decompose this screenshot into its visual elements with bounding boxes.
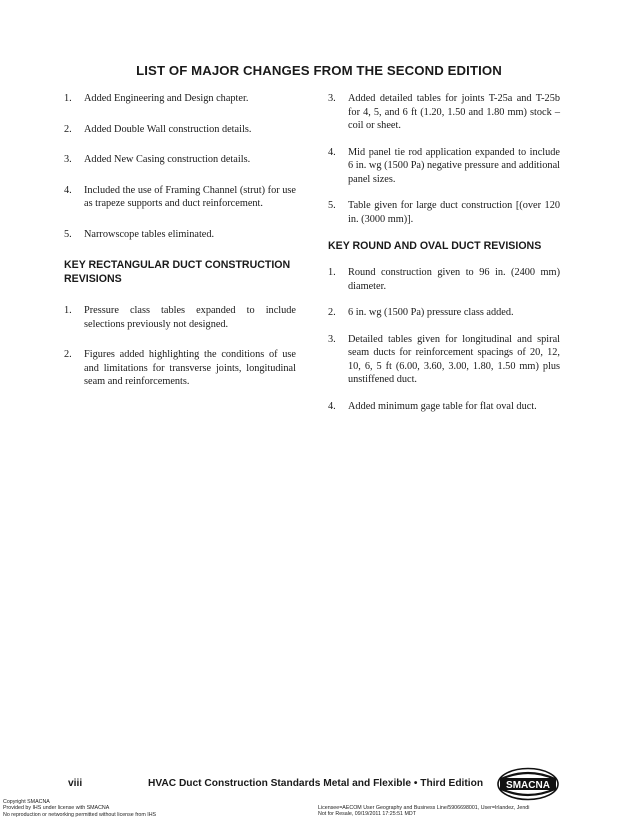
item-text: Round construction given to 96 in. (2400 mm) diameter.: [348, 267, 560, 292]
item-number: 4.: [328, 146, 336, 158]
right-column: [328, 92, 560, 426]
round-oval-duct-heading: KEY ROUND AND OVAL DUCT REVISIONS: [328, 240, 542, 252]
item-number: 2.: [64, 349, 72, 360]
license-line: Not for Resale, 09/19/2011 17:25:51 MDT: [318, 811, 416, 818]
list-item: [328, 306, 560, 320]
item-text: Added Engineering and Design chapter.: [84, 93, 249, 104]
item-text: Figures added highlighting the conditions of use and limitations for transverse joints, longitudinal seam and reinforcements.: [84, 349, 296, 387]
item-number: 4.: [64, 184, 72, 196]
item-number: 5.: [64, 228, 72, 240]
item-text: Narrowscope tables eliminated.: [84, 228, 215, 240]
copyright-line: Copyright SMACNA: [3, 799, 50, 805]
item-text: Added Double Wall construction details.: [84, 123, 252, 135]
list-item: [328, 199, 560, 226]
logo-text: SMACNA: [506, 780, 550, 791]
smacna-logo: [497, 767, 559, 801]
copyright-line: No reproduction or networking permitted without license from IHS: [3, 811, 157, 818]
copyright-line: Provided by IHS under license with SMACNA: [3, 805, 110, 812]
license-line: Licensee=AECOM User Geography and Business Line/5906698001, User=Irlandez, Jendi: [318, 805, 530, 811]
list-item: [64, 304, 296, 331]
item-number: 1.: [328, 267, 336, 278]
footer-title: HVAC Duct Construction Standards Metal and Flexible • Third Edition: [148, 778, 484, 789]
list-item: [328, 333, 560, 387]
item-text: 6 in. wg (1500 Pa) pressure class added.: [348, 307, 514, 318]
list-item: [328, 266, 560, 293]
left-column: [64, 92, 296, 406]
item-text: Mid panel tie rod application expanded to include 6 in. wg (1500 Pa) negative pressure and additional panel sizes.: [348, 146, 560, 185]
license-notice: [318, 805, 636, 818]
item-text: Table given for large duct construction [(over 120 in. (3000 mm)].: [348, 200, 560, 225]
page-number: viii: [68, 778, 83, 789]
item-number: 1.: [64, 305, 72, 316]
item-number: 2.: [64, 123, 72, 135]
item-number: 3.: [328, 333, 336, 345]
list-item: [64, 184, 296, 211]
list-item: [64, 92, 296, 106]
item-number: 4.: [328, 400, 336, 412]
item-number: 3.: [64, 154, 72, 165]
rectangular-duct-heading: KEY RECTANGULAR DUCT CONSTRUCTION REVISIONS: [64, 259, 291, 285]
list-item: [328, 146, 560, 187]
list-item: [328, 400, 560, 414]
list-item: [64, 123, 296, 137]
item-number: 5.: [328, 200, 336, 211]
item-text: Detailed tables given for longitudinal and spiral seam ducts for reinforcement spacings of 20, 12, 10, 6, 5 ft (6.00, 3.60, 3.00, 1.80, 1.50 mm) plus unstiffened duct.: [348, 333, 560, 385]
item-number: 1.: [64, 93, 72, 104]
item-text: Added minimum gage table for flat oval duct.: [348, 400, 537, 412]
list-item: [64, 348, 296, 389]
copyright-notice: [3, 799, 283, 818]
item-number: 3.: [328, 93, 336, 104]
list-item: [64, 228, 296, 242]
item-text: Pressure class tables expanded to include selections previously not designed.: [84, 305, 296, 330]
list-item: [64, 153, 296, 167]
item-number: 2.: [328, 307, 336, 318]
item-text: Included the use of Framing Channel (strut) for use as trapeze supports and duct reinforcement.: [84, 184, 296, 209]
item-text: Added detailed tables for joints T-25a and T-25b for 4, 5, and 6 ft (1.20, 1.50 and 1.80 mm) stock – coil or sheet.: [348, 93, 560, 131]
item-text: Added New Casing construction details.: [84, 154, 251, 165]
list-item: [328, 92, 560, 133]
page-title: LIST OF MAJOR CHANGES FROM THE SECOND EDITION: [136, 63, 502, 78]
